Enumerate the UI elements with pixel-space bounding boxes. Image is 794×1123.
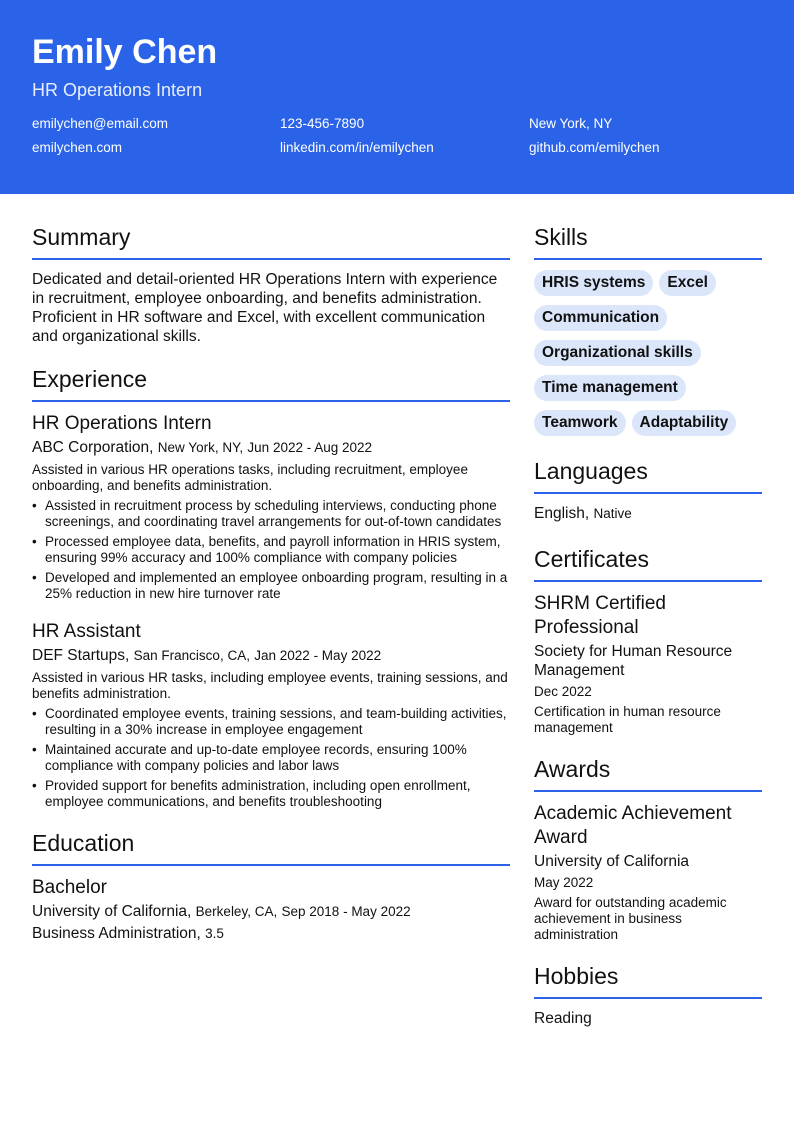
experience-item	[32, 412, 510, 602]
experience-section	[32, 364, 510, 810]
hobbies-heading: Hobbies	[534, 961, 762, 999]
award-issuer: University of California	[534, 853, 690, 870]
skill-chip: Communication	[534, 305, 667, 331]
award-date: May 2022	[534, 875, 594, 890]
skills-section	[534, 222, 762, 436]
skill-chip: Time management	[534, 375, 686, 401]
education-heading: Education	[32, 828, 510, 866]
certificates-section	[534, 544, 762, 736]
job-title: HR Assistant	[32, 621, 141, 642]
language-item	[534, 504, 762, 524]
job-location: New York, NY,	[157, 440, 244, 455]
job-dates: Jan 2022 - May 2022	[254, 648, 382, 663]
certificate-description: Certification in human resource management	[534, 704, 721, 735]
education-field-line	[32, 924, 510, 944]
experience-item	[32, 620, 510, 810]
skill-chips	[534, 270, 762, 436]
skills-heading: Skills	[534, 222, 762, 260]
hobbies-section	[534, 961, 762, 1029]
skill-chip: Adaptability	[632, 410, 737, 436]
website-link[interactable]: emilychen.com	[32, 140, 123, 155]
award-name: Academic Achievement Award	[534, 803, 732, 848]
candidate-name: Emily Chen	[32, 33, 218, 71]
languages-section	[534, 456, 762, 524]
job-bullet: • Provided support for benefits administration, including open enrollment, employee communications, and benefits troubleshooting	[32, 778, 510, 810]
job-bullets	[32, 706, 510, 810]
linkedin-link[interactable]: linkedin.com/in/emilychen	[280, 140, 434, 155]
field-of-study: Business Administration,	[32, 925, 201, 942]
summary-heading: Summary	[32, 222, 510, 260]
job-description: Assisted in various HR operations tasks, including recruitment, employee onboarding, and benefits administration.	[32, 462, 468, 493]
left-column	[32, 222, 510, 1029]
school-location: Berkeley, CA,	[195, 904, 278, 919]
summary-section	[32, 222, 510, 346]
experience-heading: Experience	[32, 364, 510, 402]
location-text: New York, NY	[529, 116, 613, 131]
right-column	[534, 222, 762, 1029]
job-meta	[32, 646, 510, 666]
phone-number[interactable]: 123-456-7890	[280, 116, 365, 131]
resume-body	[0, 194, 794, 1029]
award-description: Award for outstanding academic achievement in business administration	[534, 895, 727, 942]
job-description: Assisted in various HR tasks, including employee events, training sessions, and benefits administration.	[32, 670, 508, 701]
school-name: University of California,	[32, 903, 192, 920]
education-dates: Sep 2018 - May 2022	[281, 904, 411, 919]
summary-text: Dedicated and detail-oriented HR Operations Intern with experience in recruitment, employee onboarding, and benefits administration. Proficient in HR software and Excel, with excellent communication and organizational skills.	[32, 271, 498, 345]
hobby-item: Reading	[534, 1010, 592, 1027]
candidate-role: HR Operations Intern	[32, 80, 203, 100]
company-name: DEF Startups,	[32, 647, 130, 664]
languages-heading: Languages	[534, 456, 762, 494]
job-bullet: • Coordinated employee events, training sessions, and team-building activities, resulting in a 30% increase in employee engagement	[32, 706, 510, 738]
resume-header	[0, 0, 794, 194]
certificate-issuer: Society for Human Resource Management	[534, 643, 733, 679]
job-bullet: • Maintained accurate and up-to-date employee records, ensuring 100% compliance with company policies and labor laws	[32, 742, 510, 774]
job-bullets	[32, 498, 510, 602]
awards-section	[534, 754, 762, 943]
skill-chip: HRIS systems	[534, 270, 653, 296]
company-name: ABC Corporation,	[32, 439, 154, 456]
skill-chip: Organizational skills	[534, 340, 701, 366]
job-bullet: • Developed and implemented an employee onboarding program, resulting in a 25% reduction in new hire turnover rate	[32, 570, 510, 602]
degree-name: Bachelor	[32, 877, 107, 898]
job-location: San Francisco, CA,	[133, 648, 250, 663]
job-bullet: • Assisted in recruitment process by scheduling interviews, conducting phone screenings, and coordinating travel arrangements for out-of-town candidates	[32, 498, 510, 530]
contact-list	[32, 116, 762, 156]
job-bullet: • Processed employee data, benefits, and payroll information in HRIS system, ensuring 99% accuracy and 100% compliance with company policies	[32, 534, 510, 566]
education-meta	[32, 902, 510, 922]
certificate-date: Dec 2022	[534, 684, 592, 699]
awards-heading: Awards	[534, 754, 762, 792]
language-name: English,	[534, 505, 590, 522]
job-meta	[32, 438, 510, 458]
education-section	[32, 828, 510, 944]
gpa-value: 3.5	[205, 926, 224, 941]
language-level: Native	[593, 506, 632, 521]
github-link[interactable]: github.com/emilychen	[529, 140, 660, 155]
skill-chip: Excel	[659, 270, 716, 296]
job-title: HR Operations Intern	[32, 413, 212, 434]
certificate-name: SHRM Certified Professional	[534, 593, 666, 638]
skill-chip: Teamwork	[534, 410, 626, 436]
email-link[interactable]: emilychen@email.com	[32, 116, 168, 131]
job-dates: Jun 2022 - Aug 2022	[247, 440, 373, 455]
certificates-heading: Certificates	[534, 544, 762, 582]
